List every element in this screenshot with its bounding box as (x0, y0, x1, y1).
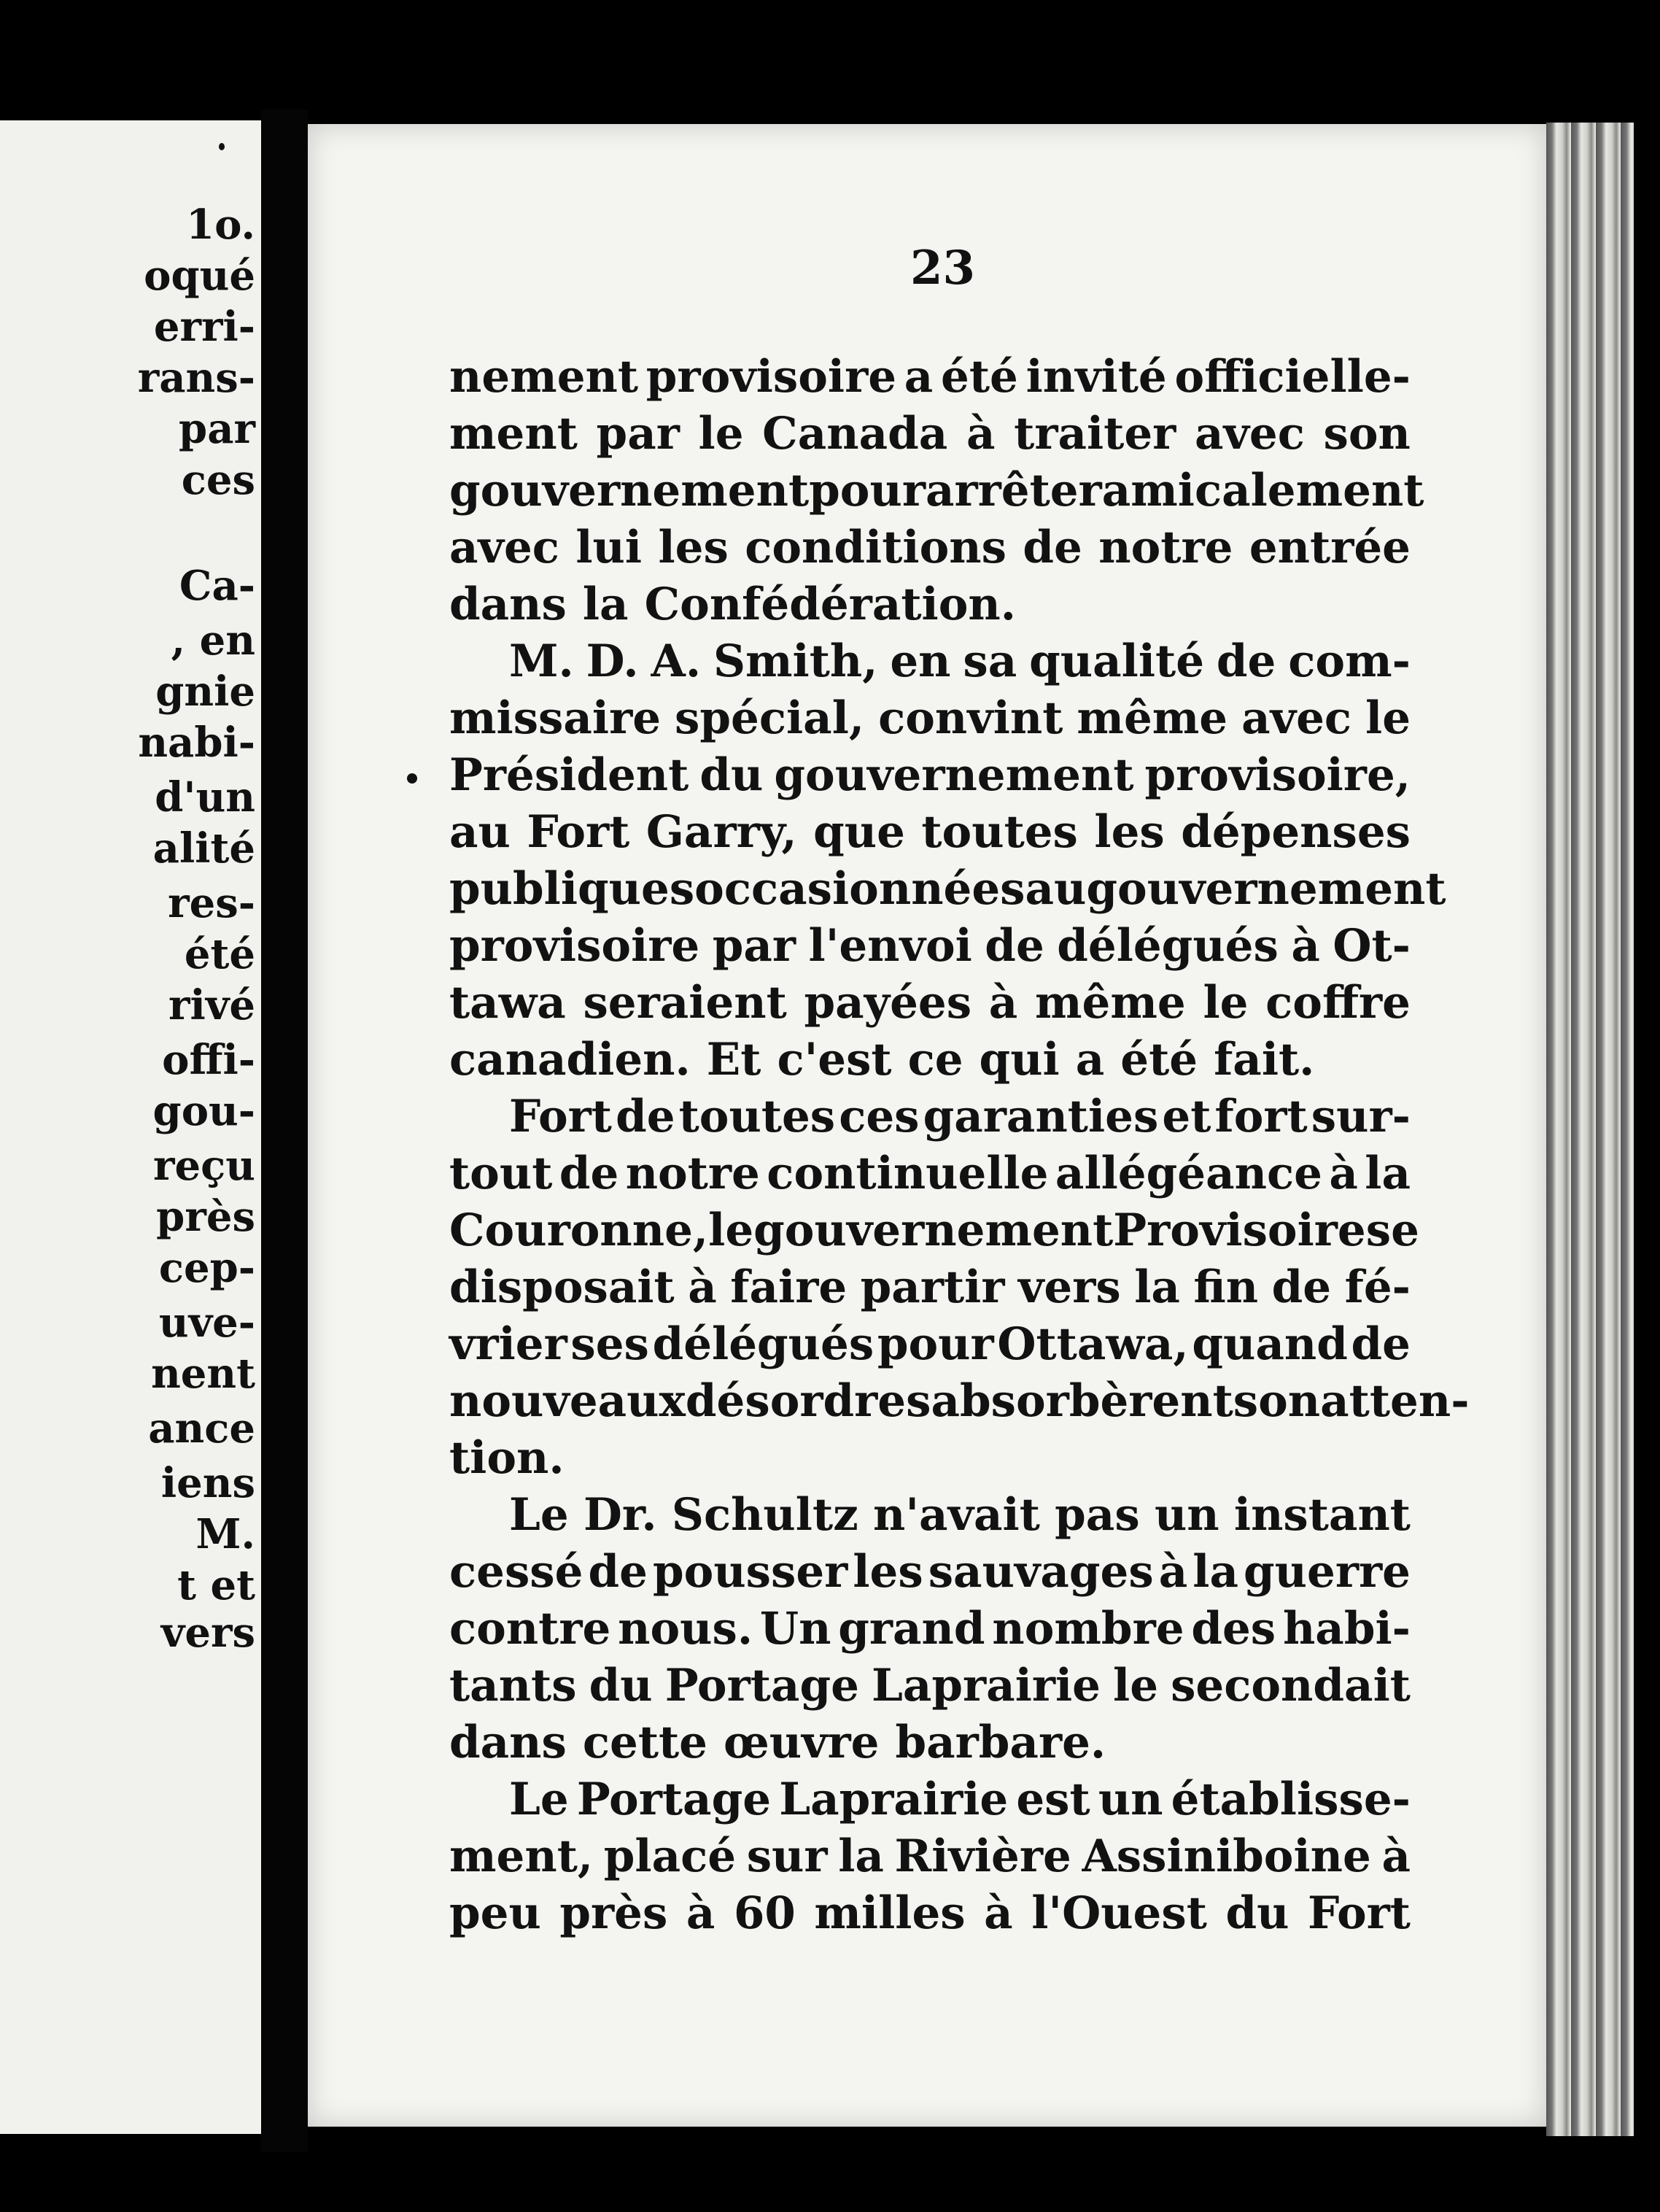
left-page-line: iens (160, 1459, 255, 1507)
text-line: nouveaux désordres absorbèrent son atten- (449, 1375, 1470, 1427)
text-line: provisoire par l'envoi de délégués à Ot- (449, 920, 1411, 972)
left-page-line: t et (177, 1561, 255, 1609)
left-page-line: nent (151, 1350, 255, 1398)
text-line: contre nous. Un grand nombre des habi- (449, 1603, 1411, 1655)
page-number: 23 (910, 241, 976, 295)
left-page-fragment (0, 120, 261, 2134)
text-line: tawa seraient payées à même le coffre (449, 977, 1411, 1029)
text-line: dans la Confédération. (449, 579, 1016, 630)
print-speck (407, 773, 417, 784)
text-line: gouvernement pour arrêter amicalement (449, 465, 1424, 517)
left-page-line: , en (171, 616, 255, 665)
left-page-line: uve- (158, 1299, 255, 1347)
left-page-line: Ca- (179, 562, 255, 610)
book-gutter (261, 109, 308, 2152)
text-line: dans cette œuvre barbare. (449, 1717, 1106, 1768)
left-page-line: rivé (168, 981, 255, 1029)
text-line: Le Portage Laprairie est un établisse- (509, 1774, 1411, 1825)
text-line: Président du gouvernement provisoire, (449, 749, 1411, 801)
left-page-line: oqué (144, 252, 255, 300)
left-page-line: M. (195, 1510, 255, 1558)
text-line: ment par le Canada à traiter avec son (449, 408, 1411, 460)
left-page-line: d'un (155, 773, 255, 821)
text-line: tion. (449, 1432, 565, 1484)
left-page-line: par (179, 405, 255, 453)
page-edges (1546, 123, 1634, 2136)
left-page-line: ance (148, 1404, 255, 1453)
text-line: tout de notre continuelle allégéance à la (449, 1148, 1411, 1199)
left-page-line: alité (152, 824, 255, 873)
text-line: canadien. Et c'est ce qui a été fait. (449, 1034, 1315, 1086)
left-page-line: gnie (155, 668, 255, 716)
text-line: publiques occasionnées au gouvernement (449, 863, 1446, 915)
print-speck (219, 143, 225, 150)
left-page-line: reçu (153, 1142, 255, 1190)
text-line: ment, placé sur la Rivière Assiniboine à (449, 1830, 1411, 1882)
left-page-line: 1o. (186, 201, 255, 249)
text-line: au Fort Garry, que toutes les dépenses (449, 806, 1411, 858)
text-line: missaire spécial, convint même avec le (449, 692, 1411, 744)
left-page-line: ces (181, 456, 255, 504)
text-line: peu près à 60 milles à l'Ouest du Fort (449, 1887, 1411, 1939)
text-line: avec lui les conditions de notre entrée (449, 522, 1411, 573)
left-page-line: cep- (158, 1244, 255, 1292)
left-page-line: vers (160, 1609, 255, 1657)
text-line: vrier ses délégués pour Ottawa, quand de (449, 1318, 1411, 1370)
left-page-line: près (156, 1193, 255, 1241)
text-line: disposait à faire partir vers la fin de fé- (449, 1261, 1411, 1313)
text-line: cessé de pousser les sauvages à la guerre (449, 1546, 1411, 1598)
body-text (449, 349, 1470, 1942)
left-page-line: erri- (153, 303, 255, 351)
text-line: Fort de toutes ces garanties et fort sur- (509, 1091, 1411, 1142)
text-line: nement provisoire a été invité officielle- (449, 351, 1411, 403)
left-page-line: res- (168, 879, 255, 927)
left-page-line: gou- (152, 1087, 255, 1135)
left-page-line: été (184, 930, 255, 978)
text-line: tants du Portage Laprairie le secondait (449, 1660, 1411, 1712)
text-line: Le Dr. Schultz n'avait pas un instant (509, 1489, 1411, 1541)
text-line: M. D. A. Smith, en sa qualité de com- (509, 635, 1411, 687)
text-line: Couronne, le gouvernement Provisoire se (449, 1204, 1419, 1256)
left-page-line: rans- (137, 354, 255, 402)
left-page-line: nabi- (138, 719, 255, 767)
left-page-line: offi- (162, 1036, 255, 1084)
